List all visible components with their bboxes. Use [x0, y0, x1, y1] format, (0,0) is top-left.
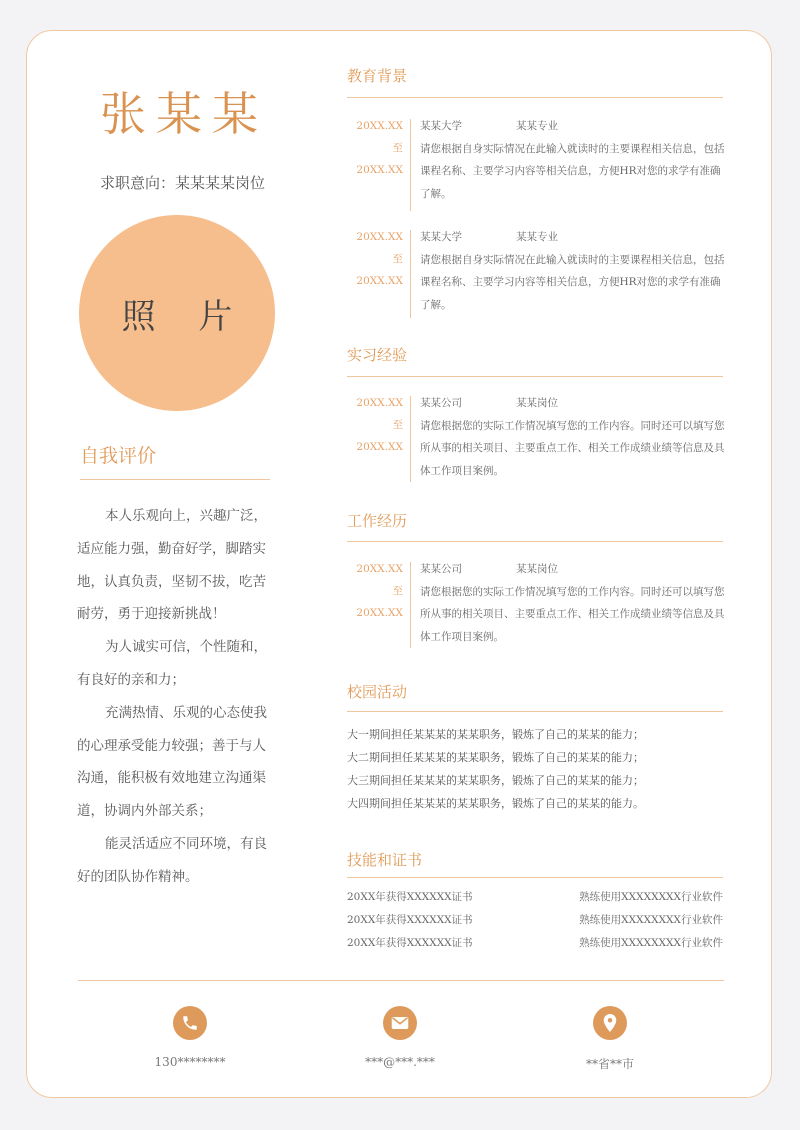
work-title: 工作经历 — [347, 512, 408, 530]
software-item: 熟练使用XXXXXXXX行业软件 — [579, 913, 723, 926]
skills-list — [347, 886, 723, 954]
skills-title: 技能和证书 — [347, 851, 423, 869]
timeline-line — [410, 562, 411, 648]
internship-title: 实习经验 — [347, 346, 408, 364]
entry-description: 请您根据您的实际工作情况填写您的工作内容。同时还可以填写您所从事的相关项目、主要重点工作、相关工作成绩业绩等信息及具体工作项目案例。 — [420, 419, 725, 477]
entry-description: 请您根据自身实际情况在此输入就读时的主要课程相关信息，包括课程名称、主要学习内容等相关信息，方便HR对您的求学有准确了解。 — [420, 253, 725, 311]
timeline-line — [410, 230, 411, 318]
self-evaluation-paragraph: 本人乐观向上，兴趣广泛，适应能力强，勤奋好学，脚踏实地，认真负责，坚韧不拔，吃苦耐劳，勇于迎接新挑战！ — [77, 508, 267, 623]
timeline-line — [410, 396, 411, 482]
divider — [78, 980, 724, 981]
school-name: 某某大学 — [420, 231, 462, 243]
contact-email — [330, 1006, 470, 1069]
list-item: 大四期间担任某某某的某某职务，锻炼了自己的某某的能力。 — [347, 797, 644, 810]
list-item: 大三期间担任某某某的某某职务，锻炼了自己的某某的能力； — [347, 774, 644, 787]
photo-placeholder: 照 片 — [79, 215, 275, 411]
list-item: 大二期间担任某某某的某某职务，锻炼了自己的某某的能力； — [347, 751, 644, 764]
contact-location — [540, 1006, 680, 1072]
location-pin-icon — [593, 1006, 627, 1040]
certificate-item: 20XX年获得XXXXXX证书 — [347, 891, 473, 903]
certificate-item: 20XX年获得XXXXXX证书 — [347, 936, 473, 949]
school-name: 某某大学 — [420, 120, 462, 132]
date-from: 20XX.XX — [356, 120, 403, 132]
job-intent: 求职意向：某某某某岗位 — [100, 174, 266, 192]
campus-title: 校园活动 — [347, 683, 408, 701]
entry-dates — [347, 226, 403, 292]
candidate-name: 张某某 — [100, 87, 268, 141]
date-to: 至20XX.XX — [356, 419, 403, 453]
divider — [347, 97, 723, 98]
self-evaluation-text — [77, 500, 270, 894]
phone-icon — [173, 1006, 207, 1040]
divider — [347, 376, 723, 377]
software-item: 熟练使用XXXXXXXX行业软件 — [579, 936, 723, 949]
company-name: 某某公司 — [420, 563, 462, 575]
list-item: 大一期间担任某某某的某某职务，锻炼了自己的某某的能力； — [347, 728, 644, 741]
certificate-item: 20XX年获得XXXXXX证书 — [347, 913, 473, 926]
location-text: **省**市 — [585, 1057, 634, 1071]
date-from: 20XX.XX — [356, 563, 403, 575]
date-to: 至20XX.XX — [356, 585, 403, 619]
entry-dates — [347, 115, 403, 181]
phone-number: 130******** — [154, 1055, 226, 1069]
major-name: 某某专业 — [516, 120, 558, 132]
entry-dates — [347, 558, 403, 624]
position-name: 某某岗位 — [516, 563, 558, 575]
date-from: 20XX.XX — [356, 231, 403, 243]
timeline-line — [410, 119, 411, 211]
email-address: ***@***.*** — [365, 1055, 435, 1069]
divider — [347, 877, 723, 878]
campus-list — [347, 723, 644, 815]
mail-icon — [383, 1006, 417, 1040]
date-from: 20XX.XX — [356, 397, 403, 409]
education-title: 教育背景 — [347, 67, 408, 85]
self-evaluation-paragraph: 充满热情、乐观的心态使我的心理承受能力较强；善于与人沟通，能积极有效地建立沟通渠道，协调内外部关系； — [77, 704, 267, 820]
self-evaluation-paragraph: 能灵活适应不同环境，有良好的团队协作精神。 — [77, 835, 267, 885]
software-item: 熟练使用XXXXXXXX行业软件 — [579, 891, 723, 903]
entry-description: 请您根据您的实际工作情况填写您的工作内容。同时还可以填写您所从事的相关项目、主要重点工作、相关工作成绩业绩等信息及具体工作项目案例。 — [420, 585, 725, 643]
date-to: 至20XX.XX — [356, 142, 403, 176]
entry-description: 请您根据自身实际情况在此输入就读时的主要课程相关信息，包括课程名称、主要学习内容等相关信息，方便HR对您的求学有准确了解。 — [420, 142, 725, 200]
divider — [80, 479, 270, 480]
divider — [347, 711, 723, 712]
self-evaluation-paragraph: 为人诚实可信，个性随和，有良好的亲和力； — [77, 639, 267, 688]
date-to: 至20XX.XX — [356, 253, 403, 287]
major-name: 某某专业 — [516, 231, 558, 243]
self-evaluation-title: 自我评价 — [80, 445, 157, 467]
entry-dates — [347, 392, 403, 458]
contact-phone — [120, 1006, 260, 1069]
position-name: 某某岗位 — [516, 397, 558, 409]
company-name: 某某公司 — [420, 397, 462, 409]
divider — [347, 541, 723, 542]
